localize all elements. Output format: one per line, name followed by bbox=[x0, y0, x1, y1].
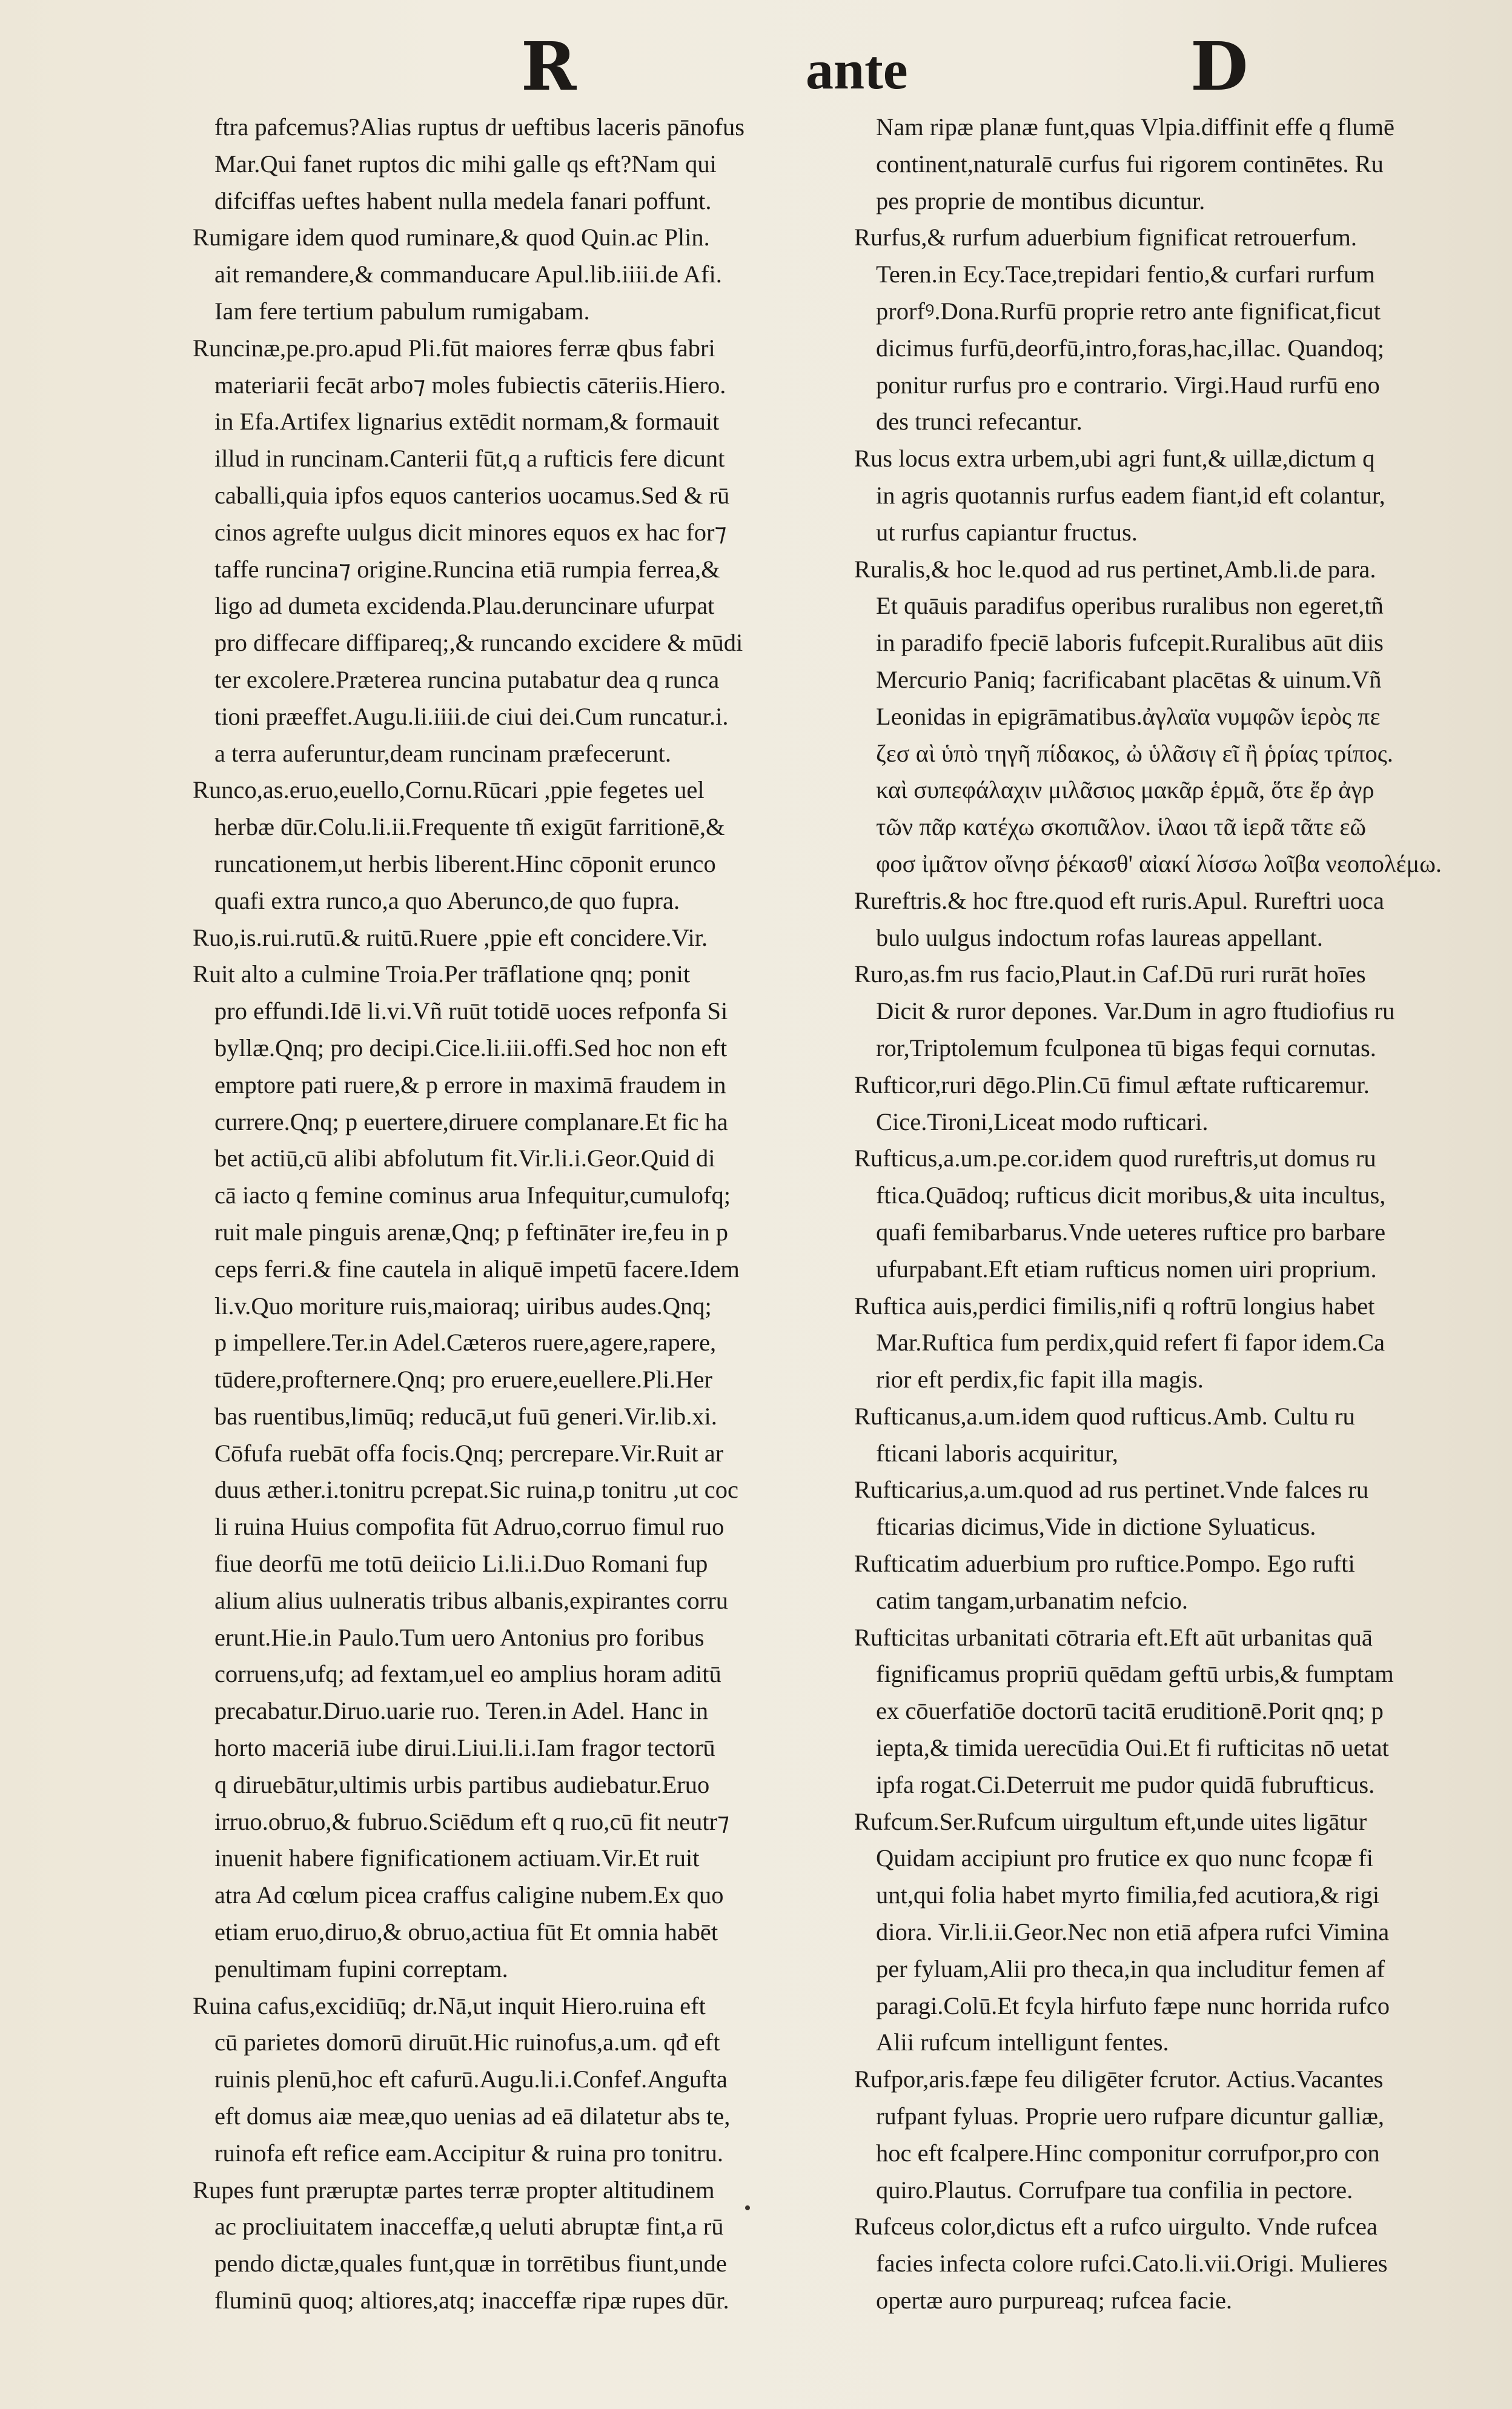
text-line: inuenit habere fignificationem actiuam.Vir.Et ruit bbox=[214, 1844, 700, 1872]
text-line: in paradifo fpeciē laboris fufcepit.Ruralibus aūt diis bbox=[876, 629, 1384, 657]
text-line: facies infecta colore rufci.Cato.li.vii.Origi. Mulieres bbox=[876, 2250, 1388, 2278]
text-line: Cice.Tironi,Liceat modo rufticari. bbox=[876, 1108, 1209, 1135]
header-title: ante bbox=[806, 39, 908, 101]
text-line: Rumigare idem quod ruminare,& quod Quin.ac Plin. bbox=[193, 224, 710, 251]
text-line: pro diffecare diffipareq;,& runcando excidere & mūdi bbox=[214, 629, 743, 657]
text-line: Mar.Ruftica fum perdix,quid refert fi fapor idem.Ca bbox=[876, 1329, 1385, 1357]
text-line: fticani laboris acquiritur, bbox=[876, 1439, 1118, 1467]
text-line: etiam eruo,diruo,& obruo,actiua fūt Et omnia habēt bbox=[214, 1918, 718, 1946]
text-line: rufpant fyluas. Proprie uero rufpare dicuntur galliæ, bbox=[876, 2102, 1384, 2130]
text-line: Cōfufa ruebāt offa focis.Qnq; percrepare.Vir.Ruit ar bbox=[214, 1439, 724, 1467]
text-line: des trunci refecantur. bbox=[876, 408, 1083, 436]
text-line: ruinofa eft refice eam.Accipitur & ruina pro tonitru. bbox=[214, 2139, 724, 2167]
text-line: ruit male pinguis arenæ,Qnq; p feftināter ire,feu in p bbox=[214, 1218, 728, 1246]
text-line: fticarias dicimus,Vide in dictione Syluaticus. bbox=[876, 1513, 1316, 1541]
text-line: tūdere,profternere.Qnq; pro eruere,euellere.Pli.Her bbox=[214, 1366, 712, 1394]
text-line: li.v.Quo moriture ruis,maioraq; uiribus audes.Qnq; bbox=[214, 1292, 712, 1320]
text-line: emptore pati ruere,& p errore in maximā fraudem in bbox=[214, 1071, 726, 1098]
text-line: φοσ ἰμᾶτον οἴνησ ῥέκασθ' αἰακί λίσσω λοῖβα νεοπολέμω. bbox=[876, 849, 1442, 877]
text-line: Rufticatim aduerbium pro ruftice.Pompo. Ego rufti bbox=[854, 1550, 1355, 1578]
text-line: atra Ad cœlum picea craffus caligine nubem.Ex quo bbox=[214, 1881, 724, 1909]
text-line: Mercurio Paniq; facrificabant placētas & uinum.Vñ bbox=[876, 665, 1382, 693]
text-line: ut rurfus capiantur fructus. bbox=[876, 518, 1138, 546]
text-line: Rufceus color,dictus eft a rufco uirgulto. Vnde rufcea bbox=[854, 2213, 1378, 2241]
text-line: taffe runcina⁊ origine.Runcina etiā rumpia ferrea,& bbox=[214, 555, 720, 583]
text-line: quafi extra runco,a quo Aberunco,de quo fupra. bbox=[214, 886, 680, 914]
page-mark-dot bbox=[745, 2205, 750, 2210]
text-line: continent,naturalē curfus fui rigorem continētes. Ru bbox=[876, 150, 1384, 178]
text-line: fluminū quoq; altiores,atq; inacceffæ ripæ rupes dūr. bbox=[214, 2287, 729, 2314]
text-line: caballi,quia ipfos equos canterios uocamus.Sed & rū bbox=[214, 481, 730, 509]
text-line: Ruit alto a culmine Troia.Per trāflatione qnq; ponit bbox=[193, 960, 691, 988]
text-line: Rurfus,& rurfum aduerbium fignificat retrouerfum. bbox=[854, 224, 1357, 251]
text-line: ter excolere.Præterea runcina putabatur dea q runca bbox=[214, 665, 720, 693]
text-line: Iam fere tertium pabulum rumigabam. bbox=[214, 297, 590, 325]
text-line: Ruina cafus,excidiūq; dr.Nā,ut inquit Hiero.ruina eft bbox=[193, 1992, 706, 2019]
text-line: iepta,& timida uerecūdia Oui.Et fi rufticitas nō uetat bbox=[876, 1734, 1389, 1762]
text-line: ipfa rogat.Ci.Deterruit me pudor quidā fubrufticus. bbox=[876, 1770, 1375, 1798]
text-line: li ruina Huius compofita fūt Adruo,corruo fimul ruo bbox=[214, 1513, 724, 1541]
text-line: Rureftris.& hoc ftre.quod eft ruris.Apul. Rureftri uoca bbox=[854, 886, 1385, 914]
text-line: bas ruentibus,limūq; reducā,ut fuū generi.Vir.lib.xi. bbox=[214, 1402, 717, 1430]
text-line: Ruo,is.rui.rutū.& ruitū.Ruere ,ppie eft concidere.Vir. bbox=[193, 923, 708, 951]
text-line: materiarii fecāt arbo⁊ moles fubiectis cāteriis.Hiero. bbox=[214, 371, 726, 399]
text-line: pro effundi.Idē li.vi.Vñ ruūt totidē uoces refponfa Si bbox=[214, 997, 728, 1025]
text-line: Rupes funt præruptæ partes terræ propter altitudinem bbox=[193, 2176, 715, 2204]
text-line: irruo.obruo,& fubruo.Sciēdum eft q ruo,cū fit neutr⁊ bbox=[214, 1807, 730, 1835]
text-line: Mar.Qui fanet ruptos dic mihi galle qs eft?Nam qui bbox=[214, 150, 717, 178]
text-line: bulo uulgus indoctum rofas laureas appellant. bbox=[876, 923, 1323, 951]
text-line: Nam ripæ planæ funt,quas Vlpia.diffinit effe q flumē bbox=[876, 113, 1394, 141]
text-line: rior eft perdix,fic fapit illa magis. bbox=[876, 1366, 1204, 1394]
text-line: horto maceriā iube dirui.Liui.li.i.Iam fragor tectorū bbox=[214, 1734, 715, 1762]
right-text-column bbox=[854, 109, 1472, 2319]
text-line: ζεσ αὶ ὑπὸ τηγῆ πίδακος, ὠ ὑλᾶσιγ εῖ ἢ ῥρίας τρίπος. bbox=[876, 739, 1393, 767]
text-line: Runco,as.eruo,euello,Cornu.Rūcari ,ppie fegetes uel bbox=[193, 776, 705, 804]
text-line: Rufticus,a.um.pe.cor.idem quod rureftris,ut domus ru bbox=[854, 1145, 1376, 1172]
text-line: currere.Qnq; p euertere,diruere complanare.Et fic ha bbox=[214, 1108, 728, 1135]
text-line: Rufticanus,a.um.idem quod rufticus.Amb. Cultu ru bbox=[854, 1402, 1355, 1430]
text-line: quafi femibarbarus.Vnde ueteres ruftice pro barbare bbox=[876, 1218, 1386, 1246]
text-line: Teren.in Ecy.Tace,trepidari fentio,& curfari rurfum bbox=[876, 261, 1375, 288]
text-line: τῶν πᾶρ κατέχω σκοπιᾶλον. ἱλαοι τᾶ ἱερᾶ τᾶτε εῶ bbox=[876, 813, 1367, 841]
text-line: Et quāuis paradifus operibus ruralibus non egeret,tñ bbox=[876, 592, 1384, 620]
text-line: Rufticor,ruri dēgo.Plin.Cū fimul æftate rufticaremur. bbox=[854, 1071, 1370, 1098]
text-line: καὶ συπεφάλαχιν μιλᾶσιος μακᾶρ ἑρμᾶ, ὅτε ἔρ ἀγρ bbox=[876, 776, 1374, 804]
text-line: ligo ad dumeta excidenda.Plau.deruncinare ufurpat bbox=[214, 592, 715, 620]
text-line: Ruralis,& hoc le.quod ad rus pertinet,Amb.li.de para. bbox=[854, 555, 1376, 583]
text-line: illud in runcinam.Canterii fūt,q a rufticis fere dicunt bbox=[214, 445, 725, 473]
text-line: in Efa.Artifex lignarius extēdit normam,& formauit bbox=[214, 408, 720, 436]
text-line: Ruro,as.fm rus facio,Plaut.in Caf.Dū ruri rurāt hoīes bbox=[854, 960, 1366, 988]
text-line: opertæ auro purpureaq; rufcea facie. bbox=[876, 2287, 1233, 2314]
text-line: Rufpor,aris.fæpe feu diligēter fcrutor. Actius.Vacantes bbox=[854, 2065, 1384, 2093]
text-line: Rufticarius,a.um.quod ad rus pertinet.Vnde falces ru bbox=[854, 1476, 1369, 1504]
text-line: ftica.Quādoq; rufticus dicit moribus,& uita incultus, bbox=[876, 1181, 1386, 1209]
text-line: quiro.Plautus. Corrufpare tua confilia in pectore. bbox=[876, 2176, 1353, 2204]
text-line: ex cōuerfatiōe doctorū tacitā eruditionē.Porit qnq; p bbox=[876, 1697, 1384, 1725]
text-line: ponitur rurfus pro e contrario. Virgi.Haud rurfū eno bbox=[876, 371, 1380, 399]
text-line: Rufticitas urbanitati cōtraria eft.Eft aūt urbanitas quā bbox=[854, 1623, 1373, 1651]
text-line: difciffas ueftes habent nulla medela fanari poffunt. bbox=[214, 187, 712, 214]
text-line: dicimus furfū,deorfū,intro,foras,hac,illac. Quandoq; bbox=[876, 334, 1384, 362]
text-line: cinos agrefte uulgus dicit minores equos ex hac for⁊ bbox=[214, 518, 727, 546]
text-line: Dicit & ruror depones. Var.Dum in agro ftudiofius ru bbox=[876, 997, 1395, 1025]
text-line: p impellere.Ter.in Adel.Cæteros ruere,agere,rapere, bbox=[214, 1329, 717, 1357]
text-line: Quidam accipiunt pro frutice ex quo nunc fcopæ fi bbox=[876, 1844, 1373, 1872]
text-line: cā iacto q femine cominus arua Infequitur,cumulofq; bbox=[214, 1181, 731, 1209]
running-header bbox=[0, 24, 1512, 103]
text-line: ror,Triptolemum fculponea tū bigas fequi cornutas. bbox=[876, 1034, 1376, 1062]
text-line: a terra auferuntur,deam runcinam præfecerunt. bbox=[214, 739, 671, 767]
text-line: eft domus aiæ meæ,quo uenias ad eā dilatetur abs te, bbox=[214, 2102, 731, 2130]
text-line: erunt.Hie.in Paulo.Tum uero Antonius pro foribus bbox=[214, 1623, 705, 1651]
text-line: cū parietes domorū diruūt.Hic ruinofus,a.um. qđ eft bbox=[214, 2029, 720, 2056]
text-line: Leonidas in epigrāmatibus.ἀγλαϊα νυμφῶν ἱερὸς πε bbox=[876, 702, 1381, 730]
text-line: ceps ferri.& fine cautela in aliquē impetū facere.Idem bbox=[214, 1255, 740, 1283]
text-line: runcationem,ut herbis liberent.Hinc cōponit erunco bbox=[214, 849, 716, 877]
text-line: fignificamus propriū quēdam geftū urbis,& fumptam bbox=[876, 1660, 1394, 1688]
text-line: paragi.Colū.Et fcyla hirfuto fæpe nunc horrida rufco bbox=[876, 1992, 1390, 2019]
text-line: byllæ.Qnq; pro decipi.Cice.li.iii.offi.Sed hoc non eft bbox=[214, 1034, 728, 1062]
text-line: Ruftica auis,perdici fimilis,nifi q roftrū longius habet bbox=[854, 1292, 1375, 1320]
left-text-column bbox=[193, 109, 841, 2319]
header-left-letter: R bbox=[521, 27, 577, 105]
text-line: catim tangam,urbanatim nefcio. bbox=[876, 1586, 1189, 1614]
text-line: pendo dictæ,quales funt,quæ in torrētibus fiunt,unde bbox=[214, 2250, 727, 2278]
text-line: hoc eft fcalpere.Hinc componitur corrufpor,pro con bbox=[876, 2139, 1380, 2167]
text-line: penultimam fupini correptam. bbox=[214, 1955, 508, 1982]
text-line: per fyluam,Alii pro theca,in qua includitur femen af bbox=[876, 1955, 1385, 1982]
text-line: alium alius uulneratis tribus albanis,expirantes corru bbox=[214, 1586, 729, 1614]
text-line: diora. Vir.li.ii.Geor.Nec non etiā afpera rufci Vimina bbox=[876, 1918, 1390, 1946]
text-line: tioni præeffet.Augu.li.iiii.de ciui dei.Cum runcatur.i. bbox=[214, 702, 729, 730]
text-line: Rufcum.Ser.Rufcum uirgultum eft,unde uites ligātur bbox=[854, 1807, 1367, 1835]
text-line: corruens,ufq; ad fextam,uel eo amplius horam aditū bbox=[214, 1660, 721, 1688]
text-line: in agris quotannis rurfus eadem fiant,id eft colantur, bbox=[876, 481, 1385, 509]
text-line: herbæ dūr.Colu.li.ii.Frequente tñ exigūt farritionē,& bbox=[214, 813, 725, 841]
text-line: Alii rufcum intelligunt fentes. bbox=[876, 2029, 1169, 2056]
text-line: ftra pafcemus?Alias ruptus dr ueftibus laceris pānofus bbox=[214, 113, 744, 141]
text-line: pes proprie de montibus dicuntur. bbox=[876, 187, 1205, 214]
text-line: precabatur.Diruo.uarie ruo. Teren.in Adel. Hanc in bbox=[214, 1697, 709, 1725]
text-line: Runcinæ,pe.pro.apud Pli.fūt maiores ferræ qbus fabri bbox=[193, 334, 715, 362]
text-line: duus æther.i.tonitru pcrepat.Sic ruina,p tonitru ,ut coc bbox=[214, 1476, 738, 1504]
text-line: ruinis plenū,hoc eft cafurū.Augu.li.i.Confef.Angufta bbox=[214, 2065, 728, 2093]
text-line: ufurpabant.Eft etiam rufticus nomen uiri proprium. bbox=[876, 1255, 1377, 1283]
header-right-letter: D bbox=[1190, 27, 1248, 105]
text-line: prorfꝰ.Dona.Rurfū proprie retro ante fignificat,ficut bbox=[876, 297, 1381, 325]
text-line: Rus locus extra urbem,ubi agri funt,& uillæ,dictum q bbox=[854, 445, 1375, 473]
text-line: ait remandere,& commanducare Apul.lib.iiii.de Afi. bbox=[214, 261, 722, 288]
text-line: ac procliuitatem inacceffæ,q ueluti abruptæ fint,a rū bbox=[214, 2213, 724, 2241]
text-line: fiue deorfū me totū deiicio Li.li.i.Duo Romani fup bbox=[214, 1550, 708, 1578]
text-line: q diruebātur,ultimis urbis partibus audiebatur.Eruo bbox=[214, 1770, 710, 1798]
text-line: unt,qui folia habet myrto fimilia,fed acutiora,& rigi bbox=[876, 1881, 1380, 1909]
text-line: bet actiū,cū alibi abfolutum fit.Vir.li.i.Geor.Quid di bbox=[214, 1145, 715, 1172]
